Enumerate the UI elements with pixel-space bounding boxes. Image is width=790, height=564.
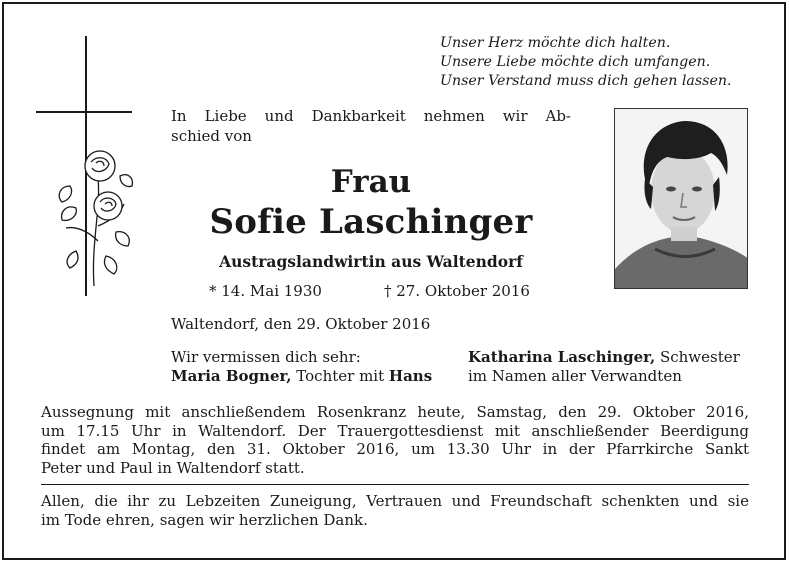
word: und xyxy=(689,492,718,510)
word: Uhr xyxy=(131,421,161,440)
word: Waltendorf. xyxy=(198,421,287,440)
word: Montag, xyxy=(131,440,196,458)
service-line: Peter und Paul in Waltendorf statt. xyxy=(41,458,305,477)
word: den xyxy=(558,403,587,421)
intro-word: Liebe xyxy=(204,107,247,125)
word: Lebzeiten xyxy=(185,492,261,510)
word: Samstag, xyxy=(476,403,547,421)
word: und xyxy=(451,492,481,510)
mourners-left xyxy=(171,348,432,386)
word: den xyxy=(207,440,236,458)
thanks-line xyxy=(41,492,749,511)
mourner-entry xyxy=(171,367,432,386)
word: die xyxy=(94,492,118,510)
word: Allen, xyxy=(41,492,85,510)
intro-word: Dankbarkeit xyxy=(311,107,406,125)
word: Freundschaft xyxy=(490,492,592,510)
intro-word: In xyxy=(171,107,187,125)
word: Sankt xyxy=(704,440,749,458)
word: Rosenkranz xyxy=(316,403,407,421)
word: findet xyxy=(41,440,86,458)
portrait-photo xyxy=(614,108,748,289)
word: der xyxy=(568,440,595,458)
word: 13.30 xyxy=(446,440,490,458)
word: Pfarrkirche xyxy=(606,440,694,458)
mourners-right xyxy=(468,348,740,386)
word: Uhr xyxy=(501,440,531,458)
word: mit xyxy=(494,421,520,440)
death-date: † 27. Oktober 2016 xyxy=(384,282,530,300)
word: anschließendem xyxy=(181,403,306,421)
word: 2016, xyxy=(356,440,400,458)
portrait-image xyxy=(615,109,748,289)
deceased-name: Sofie Laschinger xyxy=(209,202,533,242)
intro-word: nehmen xyxy=(423,107,485,125)
mourner-name: Katharina Laschinger, xyxy=(468,348,656,366)
mourner-relation: Tochter mit xyxy=(291,367,389,385)
word: Aussegnung xyxy=(41,403,134,421)
poem-line: Unsere Liebe möchte dich umfangen. xyxy=(440,54,711,70)
birth-date: * 14. Mai 1930 xyxy=(209,282,322,300)
service-paragraph xyxy=(41,403,751,477)
intro-line-1 xyxy=(171,106,571,126)
poem xyxy=(440,34,732,91)
mourner-note: im Namen aller Verwandten xyxy=(468,367,682,385)
word: 31. xyxy=(246,440,271,458)
intro-line-2: schied von xyxy=(171,127,252,145)
word: zu xyxy=(158,492,177,510)
poem-line: Unser Herz möchte dich halten. xyxy=(440,35,671,51)
word: Beerdigung xyxy=(660,421,749,440)
divider xyxy=(41,484,749,485)
word: Zuneigung, xyxy=(269,492,357,510)
word: Der xyxy=(297,421,326,440)
mourner-entry xyxy=(468,348,740,367)
word: 2016, xyxy=(706,403,749,421)
word: Vertrauen xyxy=(366,492,443,510)
word: um xyxy=(411,440,435,458)
word: Oktober xyxy=(632,403,695,421)
mourner-name: Maria Bogner, xyxy=(171,367,292,385)
intro-word: wir xyxy=(502,107,528,125)
word: sie xyxy=(727,492,749,510)
word: Trauergottesdienst xyxy=(337,421,484,440)
word: anschließender xyxy=(531,421,649,440)
poem-line: Unser Verstand muss dich gehen lassen. xyxy=(440,73,732,89)
word: ihr xyxy=(127,492,149,510)
word: in xyxy=(542,440,558,458)
word: 29. xyxy=(597,403,622,421)
salutation: Frau xyxy=(330,164,412,200)
word: heute, xyxy=(417,403,466,421)
service-line xyxy=(41,403,749,422)
word: in xyxy=(172,421,187,440)
thanks-line: im Tode ehren, sagen wir herzlichen Dank. xyxy=(41,511,368,529)
word: 17.15 xyxy=(76,421,120,440)
mourners-intro: Wir vermissen dich sehr: xyxy=(171,348,361,366)
word: mit xyxy=(145,403,171,421)
cross-with-roses-icon xyxy=(36,36,156,296)
deceased-role: Austragslandwirtin aus Waltendorf xyxy=(219,252,523,271)
intro-word: und xyxy=(264,107,294,125)
intro-word: Ab- xyxy=(545,107,571,125)
mourner-relation: Schwester xyxy=(655,348,740,366)
service-line xyxy=(41,440,749,459)
word: um xyxy=(41,421,65,440)
mourner-name: Hans xyxy=(388,367,433,385)
thanks-paragraph xyxy=(41,492,751,530)
place-date: Waltendorf, den 29. Oktober 2016 xyxy=(171,315,431,333)
word: schenkten xyxy=(601,492,680,510)
intro-text xyxy=(171,106,571,146)
word: am xyxy=(96,440,121,458)
service-line xyxy=(41,422,749,441)
word: Oktober xyxy=(282,440,345,458)
